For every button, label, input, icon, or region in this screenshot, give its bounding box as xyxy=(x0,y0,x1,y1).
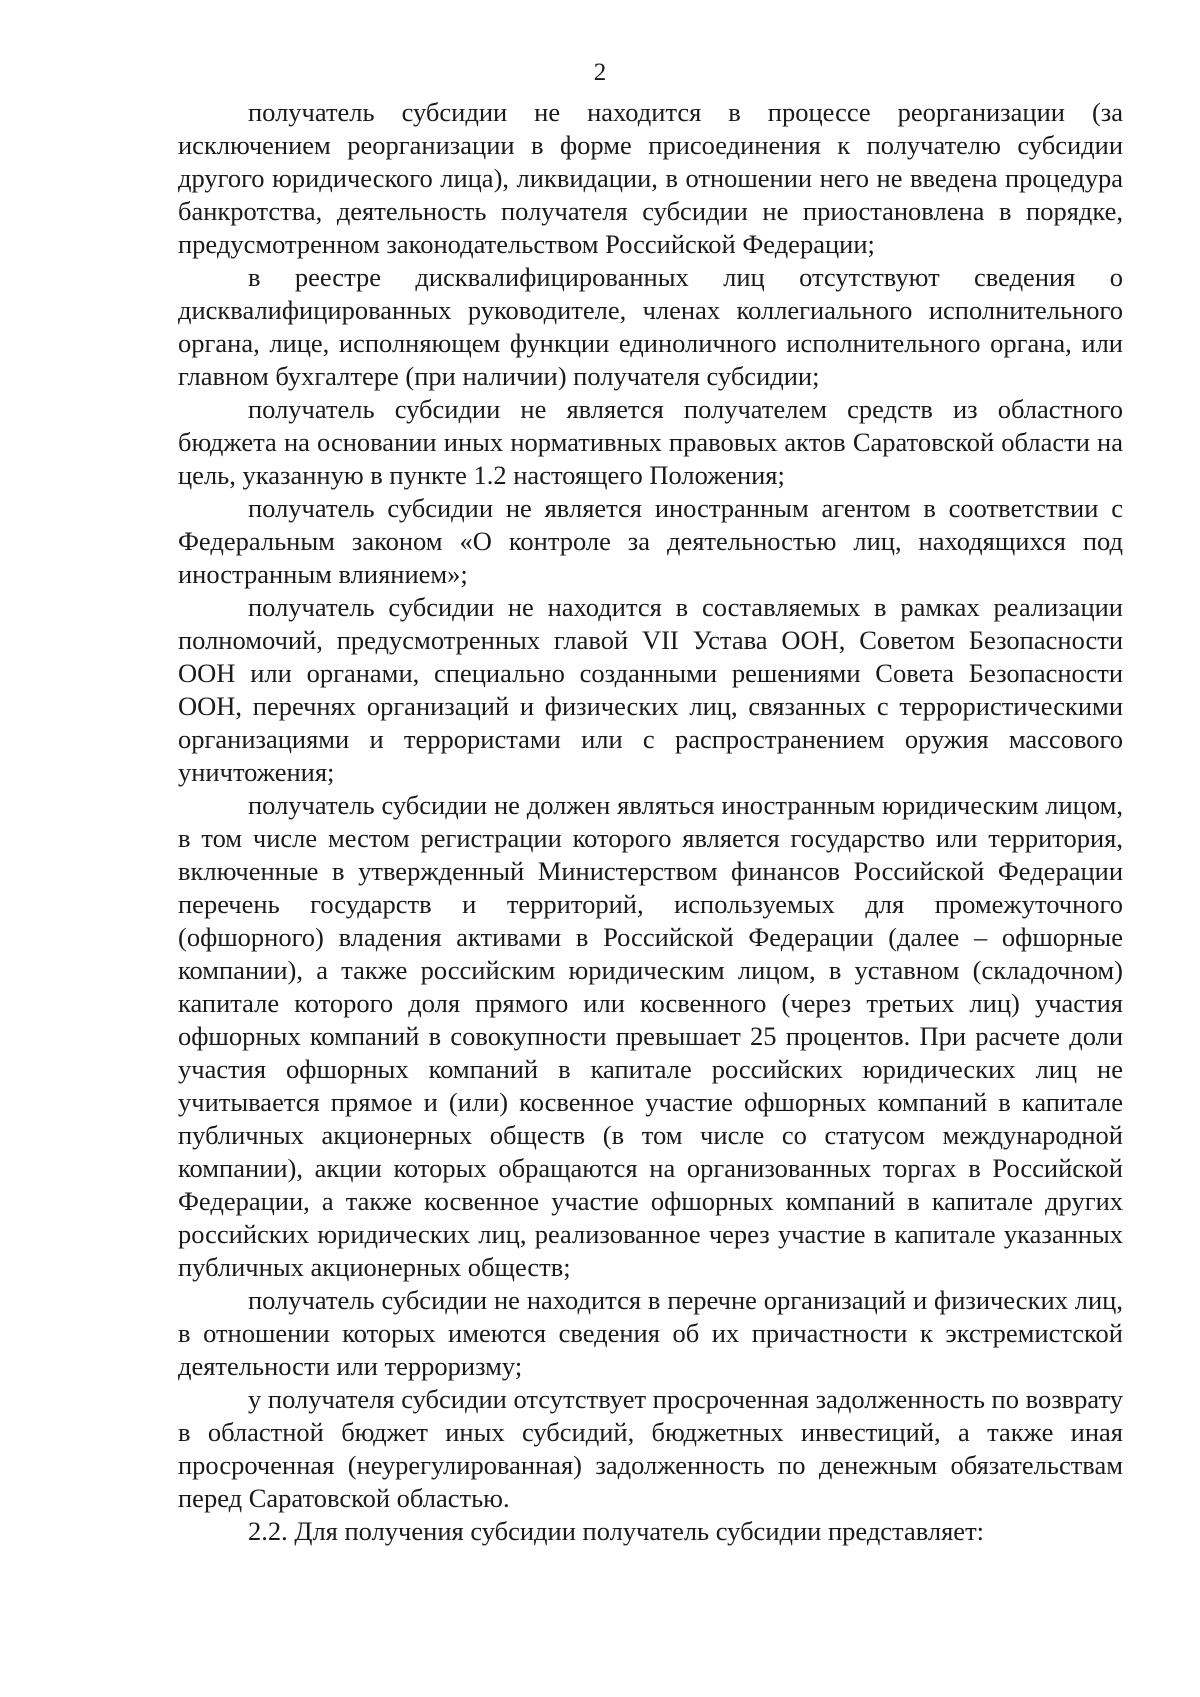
paragraph-section-2-2: 2.2. Для получения субсидии получатель субсидии представляет: xyxy=(248,1516,985,1546)
page-number: 2 xyxy=(593,59,607,86)
paragraph-disqualified-registry: в реестре дисквалифицированных лиц отсутствуют сведения о дисквалифицированных руководителе, членах коллегиального исполнительного органа, лице, исполняющем функции единоличного исполнительного органа, или главном бухгалтере (при наличии) получателя субсидии; xyxy=(178,262,1123,391)
paragraph-reorganization: получатель субсидии не находится в процессе реорганизации (за исключением реорганизации в форме присоединения к получателю субсидии другого юридического лица), ликвидации, в отношении него не введена процедура банкротства, деятельность получателя субсидии не приостановлена в порядке, предусмотренном законодательством Российской Федерации; xyxy=(178,97,1123,259)
paragraph-foreign-agent: получатель субсидии не является иностранным агентом в соответствии с Федеральным законом «О контроле за деятельностью лиц, находящихся под иностранным влиянием»; xyxy=(178,493,1123,589)
paragraph-offshore-companies: получатель субсидии не должен являться иностранным юридическим лицом, в том числе местом регистрации которого является государство или территория, включенные в утвержденный Министерством финансов Российской Федерации перечень государств и территорий, используемых для промежуточного (офшорного) владения активами в Российской Федерации (далее – офшорные компании), а также российским юридическим лицом, в уставном (складочном) капитале которого доля прямого или косвенного (через третьих лиц) участия офшорных компаний в совокупности превышает 25 процентов. При расчете доли участия офшорных компаний в капитале российских юридических лиц не учитывается прямое и (или) косвенное участие офшорных компаний в капитале публичных акционерных обществ (в том числе со статусом международной компании), акции которых обращаются на организованных торгах в Российской Федерации, а также косвенное участие офшорных компаний в капитале других российских юридических лиц, реализованное через участие в капитале указанных публичных акционерных обществ; xyxy=(178,790,1123,1282)
paragraph-other-funding: получатель субсидии не является получателем средств из областного бюджета на основании иных нормативных правовых актов Саратовской области на цель, указанную в пункте 1.2 настоящего Положения; xyxy=(178,394,1123,490)
paragraph-un-sanctions-lists: получатель субсидии не находится в составляемых в рамках реализации полномочий, предусмотренных главой VII Устава ООН, Советом Безопасности ООН или органами, специально созданными решениями Совета Безопасности ООН, перечнях организаций и физических лиц, связанных с террористическими организациями и террористами или с распространением оружия массового уничтожения; xyxy=(178,592,1123,787)
document-body xyxy=(178,96,1123,1548)
paragraph-overdue-debt: у получателя субсидии отсутствует просроченная задолженность по возврату в областной бюджет иных субсидий, бюджетных инвестиций, а также иная просроченная (неурегулированная) задолженность по денежным обязательствам перед Саратовской областью. xyxy=(178,1384,1123,1513)
paragraph-extremism-list: получатель субсидии не находится в перечне организаций и физических лиц, в отношении которых имеются сведения об их причастности к экстремистской деятельности или терроризму; xyxy=(178,1285,1123,1381)
